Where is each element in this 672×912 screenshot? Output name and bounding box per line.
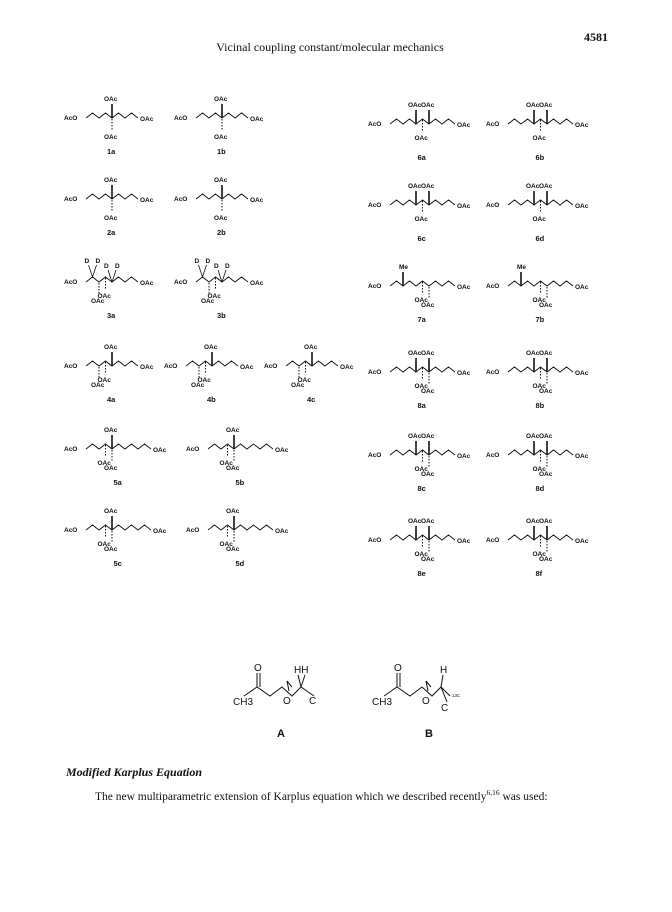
compound-label: 7b: [535, 315, 545, 324]
model-b-label: B: [425, 728, 433, 740]
acetate-label: OAc: [539, 471, 553, 478]
model-b-carbon-13: 13C: [452, 693, 461, 698]
terminal-acetate-label: OAc: [153, 447, 167, 454]
deuterium-label: D: [84, 258, 90, 265]
terminal-acetate-label: OAc: [140, 197, 154, 204]
terminal-acetate-label: OAc: [153, 528, 167, 535]
compound-label: 5b: [235, 478, 245, 487]
terminal-acetate-label: OAc: [575, 122, 589, 129]
acetate-label: OAc: [539, 350, 553, 357]
acetate-label: OAc: [532, 216, 546, 223]
acetoxy-label: AcO: [486, 452, 500, 459]
acetate-label: OAc: [408, 518, 422, 525]
acetate-label: OAc: [197, 377, 211, 384]
terminal-acetate-label: OAc: [340, 364, 354, 371]
acetoxy-label: AcO: [368, 121, 382, 128]
deuterium-label: D: [205, 258, 211, 265]
deuterium-bond: [89, 265, 93, 277]
methyl-label: Me: [517, 264, 527, 271]
compound-6c: [368, 183, 471, 243]
terminal-acetate-label: OAc: [140, 116, 154, 123]
compound-7b: [486, 264, 589, 324]
carbon-chain: [208, 444, 273, 449]
compound-8d: [486, 433, 589, 493]
compound-8f: [486, 518, 589, 578]
compound-5c: [64, 508, 167, 568]
model-b-carbon: C: [441, 703, 449, 714]
model-b-carbonyl-o: O: [394, 663, 402, 674]
compound-label: 1b: [217, 147, 226, 156]
acetate-label: OAc: [214, 177, 228, 184]
acetate-label: OAc: [539, 183, 553, 190]
terminal-acetate-label: OAc: [275, 528, 289, 535]
terminal-acetate-label: OAc: [457, 538, 471, 545]
compound-4b: [164, 344, 254, 404]
acetate-label: OAc: [408, 350, 422, 357]
terminal-acetate-label: OAc: [457, 370, 471, 377]
acetate-label: OAc: [526, 183, 540, 190]
compound-label: 4c: [307, 395, 316, 404]
compound-2a: [64, 177, 154, 237]
compound-label: 2b: [217, 228, 226, 237]
terminal-acetate-label: OAc: [240, 364, 254, 371]
compound-label: 8e: [417, 569, 426, 578]
carbon-chain: [86, 525, 151, 530]
terminal-acetate-label: OAc: [457, 284, 471, 291]
acetate-label: OAc: [226, 465, 240, 472]
acetoxy-label: AcO: [174, 279, 188, 286]
acetoxy-label: AcO: [368, 537, 382, 544]
acetoxy-label: AcO: [64, 115, 78, 122]
acetate-label: OAc: [97, 460, 111, 467]
carbon-chain: [208, 525, 273, 530]
acetoxy-label: AcO: [486, 202, 500, 209]
acetoxy-label: AcO: [64, 196, 78, 203]
model-a-carbon: C: [309, 696, 317, 707]
terminal-acetate-label: OAc: [575, 538, 589, 545]
model-a-methyl: CH3: [233, 697, 254, 708]
terminal-acetate-label: OAc: [457, 203, 471, 210]
acetate-label: OAc: [226, 427, 240, 434]
deuterium-label: D: [194, 258, 200, 265]
compound-3a: [64, 258, 154, 320]
compound-label: 5c: [113, 559, 122, 568]
acetoxy-label: AcO: [64, 363, 78, 370]
acetate-label: OAc: [104, 546, 118, 553]
acetate-label: OAc: [226, 546, 240, 553]
acetate-label: OAc: [104, 465, 118, 472]
acetate-label: OAc: [421, 433, 435, 440]
page-number: 4581: [584, 30, 608, 44]
compound-label: 6a: [417, 153, 426, 162]
compound-label: 6b: [535, 153, 545, 162]
acetate-label: OAc: [526, 350, 540, 357]
acetoxy-label: AcO: [264, 363, 278, 370]
compound-label: 8a: [417, 401, 426, 410]
compound-label: 5d: [235, 559, 245, 568]
acetate-label: OAc: [421, 556, 435, 563]
terminal-acetate-label: OAc: [575, 203, 589, 210]
acetate-label: OAc: [421, 388, 435, 395]
body-text-main: The new multiparametric extension of Karplus equation which we described recently: [95, 790, 487, 803]
acetate-label: OAc: [532, 135, 546, 142]
compound-8e: [368, 518, 471, 578]
acetoxy-label: AcO: [486, 283, 500, 290]
acetoxy-label: AcO: [186, 446, 200, 453]
acetate-label: OAc: [214, 215, 228, 222]
compound-label: 6c: [417, 234, 426, 243]
acetate-label: OAc: [207, 293, 221, 300]
body-paragraph: [95, 788, 548, 803]
model-b-structure: [372, 663, 461, 740]
acetoxy-label: AcO: [368, 283, 382, 290]
acetate-label: OAc: [191, 382, 205, 389]
compound-label: 7a: [417, 315, 426, 324]
model-a-hydrogens: HH: [294, 665, 309, 676]
model-b-hydrogen: H: [440, 665, 448, 676]
acetate-label: OAc: [97, 541, 111, 548]
compound-4a: [64, 344, 154, 404]
terminal-acetate-label: OAc: [457, 453, 471, 460]
running-header: Vicinal coupling constant/molecular mechanics: [216, 40, 444, 54]
deuterium-label: D: [95, 258, 101, 265]
acetate-label: OAc: [532, 551, 546, 558]
carbon-chain: [86, 444, 151, 449]
acetoxy-label: AcO: [368, 369, 382, 376]
terminal-acetate-label: OAc: [457, 122, 471, 129]
acetate-label: OAc: [97, 377, 111, 384]
acetoxy-label: AcO: [164, 363, 178, 370]
acetoxy-label: AcO: [486, 537, 500, 544]
acetate-label: OAc: [539, 102, 553, 109]
acetoxy-label: AcO: [64, 279, 78, 286]
acetate-label: OAc: [421, 518, 435, 525]
acetate-label: OAc: [214, 96, 228, 103]
acetate-label: OAc: [97, 293, 111, 300]
compound-label: 4b: [207, 395, 216, 404]
acetate-label: OAc: [421, 183, 435, 190]
acetate-label: OAc: [104, 215, 118, 222]
acetate-label: OAc: [414, 551, 428, 558]
acetoxy-label: AcO: [368, 202, 382, 209]
acetate-label: OAc: [526, 102, 540, 109]
compound-4c: [264, 344, 354, 404]
acetate-label: OAc: [408, 433, 422, 440]
acetate-label: OAc: [526, 518, 540, 525]
compound-label: 4a: [107, 395, 116, 404]
compound-8a: [368, 350, 471, 410]
acetate-label: OAc: [104, 427, 118, 434]
acetate-label: OAc: [214, 134, 228, 141]
acetate-label: OAc: [104, 508, 118, 515]
acetate-label: OAc: [421, 350, 435, 357]
acetoxy-label: AcO: [64, 527, 78, 534]
acetate-label: OAc: [539, 302, 553, 309]
terminal-acetate-label: OAc: [140, 280, 154, 287]
acetate-label: OAc: [104, 344, 118, 351]
compound-6b: [486, 102, 589, 162]
terminal-acetate-label: OAc: [250, 116, 264, 123]
acetate-label: OAc: [532, 297, 546, 304]
terminal-acetate-label: OAc: [575, 284, 589, 291]
terminal-acetate-label: OAc: [575, 370, 589, 377]
compound-label: 3b: [217, 311, 226, 320]
acetate-label: OAc: [539, 388, 553, 395]
compound-7a: [368, 264, 471, 324]
compound-8c: [368, 433, 471, 493]
compound-2b: [174, 177, 264, 237]
acetate-label: OAc: [421, 471, 435, 478]
compound-label: 8d: [535, 484, 545, 493]
acetate-label: OAc: [204, 344, 218, 351]
deuterium-bond: [203, 265, 207, 277]
compound-label: 5a: [113, 478, 122, 487]
acetate-label: OAc: [539, 518, 553, 525]
compound-5b: [186, 427, 289, 487]
model-a-carbonyl-o: O: [254, 663, 262, 674]
acetate-label: OAc: [219, 460, 233, 467]
acetoxy-label: AcO: [186, 527, 200, 534]
acetate-label: OAc: [414, 216, 428, 223]
acetate-label: OAc: [414, 466, 428, 473]
citation-superscript: 6,16: [486, 788, 500, 797]
model-b-ester-o: O: [422, 696, 430, 707]
acetate-label: OAc: [539, 556, 553, 563]
model-b-methyl: CH3: [372, 697, 393, 708]
section-title: Modified Karplus Equation: [66, 765, 203, 779]
deuterium-label: D: [225, 263, 230, 270]
terminal-acetate-label: OAc: [250, 197, 264, 204]
acetate-label: OAc: [291, 382, 305, 389]
acetate-label: OAc: [226, 508, 240, 515]
terminal-acetate-label: OAc: [250, 280, 264, 287]
acetate-label: OAc: [91, 298, 105, 305]
acetate-label: OAc: [104, 134, 118, 141]
acetate-label: OAc: [414, 297, 428, 304]
model-a-label: A: [277, 728, 285, 740]
acetate-label: OAc: [532, 383, 546, 390]
deuterium-bond: [93, 265, 97, 277]
acetate-label: OAc: [201, 298, 215, 305]
compound-3b: [174, 258, 264, 320]
compound-label: 1a: [107, 147, 116, 156]
compound-structures: [64, 96, 589, 578]
acetate-label: OAc: [539, 433, 553, 440]
compound-1a: [64, 96, 154, 156]
deuterium-bond: [199, 265, 203, 277]
terminal-acetate-label: OAc: [140, 364, 154, 371]
acetoxy-label: AcO: [174, 115, 188, 122]
acetate-label: OAc: [414, 135, 428, 142]
acetate-label: OAc: [414, 383, 428, 390]
deuterium-label: D: [104, 263, 109, 270]
methyl-label: Me: [399, 264, 409, 271]
acetate-label: OAc: [91, 382, 105, 389]
acetate-label: OAc: [304, 344, 318, 351]
compound-label: 2a: [107, 228, 116, 237]
body-text-end: was used:: [499, 790, 548, 803]
model-a-structure: [233, 663, 316, 740]
compound-1b: [174, 96, 264, 156]
compound-5d: [186, 508, 289, 568]
terminal-acetate-label: OAc: [275, 447, 289, 454]
compound-6a: [368, 102, 471, 162]
acetate-label: OAc: [408, 183, 422, 190]
acetate-label: OAc: [421, 302, 435, 309]
acetate-label: OAc: [104, 177, 118, 184]
compound-5a: [64, 427, 167, 487]
acetate-label: OAc: [532, 466, 546, 473]
acetate-label: OAc: [408, 102, 422, 109]
acetoxy-label: AcO: [174, 196, 188, 203]
compound-label: 8b: [535, 401, 545, 410]
deuterium-label: D: [214, 263, 219, 270]
acetate-label: OAc: [219, 541, 233, 548]
acetate-label: OAc: [297, 377, 311, 384]
compound-label: 3a: [107, 311, 116, 320]
acetoxy-label: AcO: [368, 452, 382, 459]
compound-label: 8c: [417, 484, 426, 493]
model-a-ester-o: O: [283, 696, 291, 707]
compound-6d: [486, 183, 589, 243]
acetoxy-label: AcO: [64, 446, 78, 453]
terminal-acetate-label: OAc: [575, 453, 589, 460]
compound-8b: [486, 350, 589, 410]
compound-label: 8f: [535, 569, 543, 578]
compound-label: 6d: [535, 234, 545, 243]
acetoxy-label: AcO: [486, 121, 500, 128]
acetate-label: OAc: [526, 433, 540, 440]
acetoxy-label: AcO: [486, 369, 500, 376]
acetate-label: OAc: [104, 96, 118, 103]
deuterium-label: D: [115, 263, 120, 270]
acetate-label: OAc: [421, 102, 435, 109]
